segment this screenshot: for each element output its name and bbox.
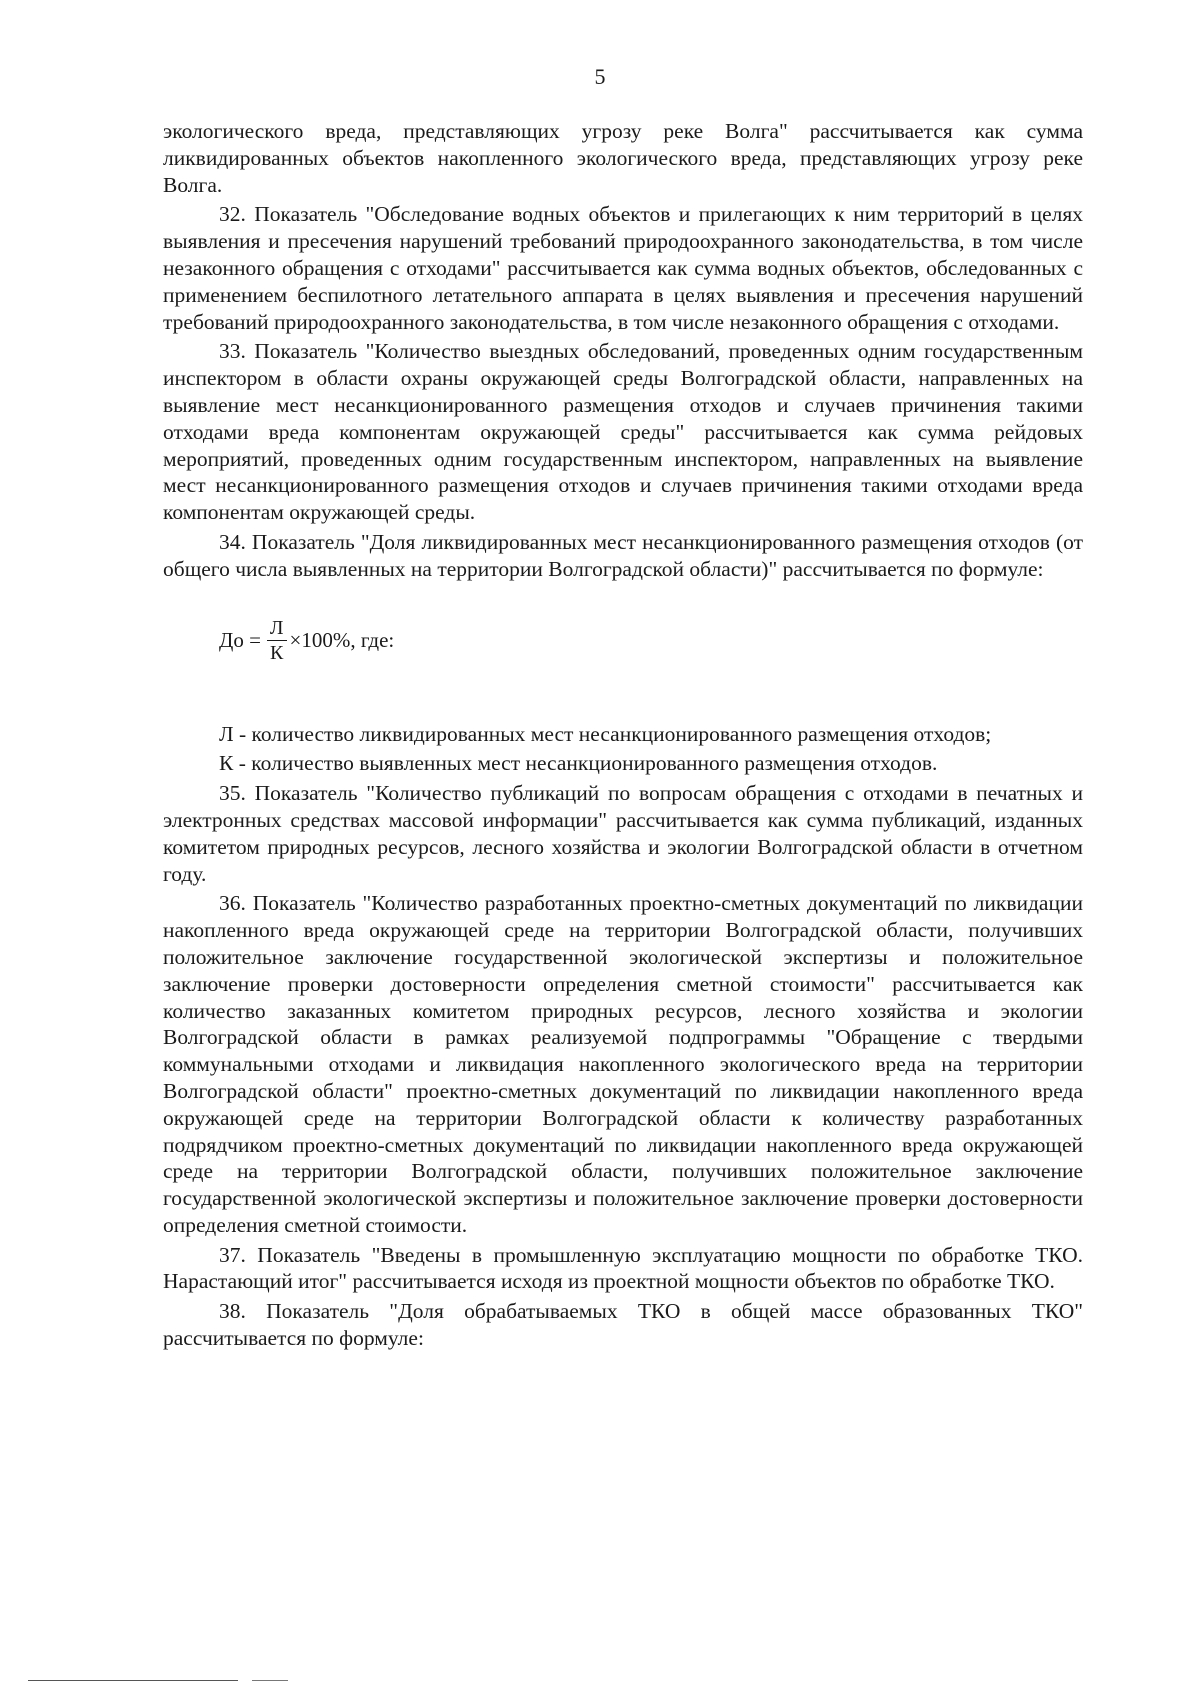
formula-numerator: Л <box>267 617 287 641</box>
paragraph-item-36: 36. Показатель "Количество разработанных проектно-сметных документаций по ликвидации накопленного вреда окружающей среде на территории Волгоградской области, получивших положительное заключение государственной экологической экспертизы и положительное заключение проверки достоверности определения сметной стоимости" рассчитывается как количество заказанных комитетом природных ресурсов, лесного хозяйства и экологии Волгоградской области в рамках реализуемой подпрограммы "Обращение с твердыми коммунальными отходами и ликвидация накопленного экологического вреда на территории Волгоградской области" проектно-сметных документаций по ликвидации накопленного вреда окружающей среде на территории Волгоградской области к количеству разработанных подрядчиком проектно-сметных документаций по ликвидации накопленного вреда окружающей среде на территории Волгоградской области, получивших положительное заключение государственной экологической экспертизы и положительное заключение проверки достоверности определения сметной стоимости. <box>163 891 1083 1237</box>
paragraph-item-32: 32. Показатель "Обследование водных объектов и прилегающих к ним территорий в целях выявления и пресечения нарушений требований природоохранного законодательства, в том числе незаконного обращения с отходами" рассчитывается как сумма водных объектов, обследованных с применением беспилотного летательного аппарата в целях выявления и пресечения нарушений требований природоохранного законодательства, в том числе незаконного обращения с отходами. <box>163 202 1083 334</box>
definition-l: Л - количество ликвидированных мест несанкционированного размещения отходов; <box>219 721 992 746</box>
footer-rule-short <box>252 1680 288 1681</box>
paragraph-item-34: 34. Показатель "Доля ликвидированных мест несанкционированного размещения отходов (от общего числа выявленных на территории Волгоградской области)" рассчитывается по формуле: <box>163 529 1083 581</box>
formula-lhs: До = <box>219 627 261 652</box>
formula-denominator: К <box>270 641 284 664</box>
paragraph-continuation: экологического вреда, представляющих угрозу реке Волга" рассчитывается как сумма ликвидированных объектов накопленного экологического вреда, представляющих угрозу реке Волга. <box>163 119 1083 197</box>
footer-rule <box>28 1680 238 1681</box>
definition-k: К - количество выявленных мест несанкционированного размещения отходов. <box>219 751 938 776</box>
paragraph-item-35: 35. Показатель "Количество публикаций по вопросам обращения с отходами в печатных и электронных средствах массовой информации" рассчитывается как сумма публикаций, изданных комитетом природных ресурсов, лесного хозяйства и экологии Волгоградской области в отчетном году. <box>163 781 1083 886</box>
formula-fraction <box>267 617 287 664</box>
formula <box>219 617 394 664</box>
paragraph-item-38: 38. Показатель "Доля обрабатываемых ТКО в общей массе образованных ТКО" рассчитывается по формуле: <box>163 1299 1083 1351</box>
paragraph-item-33: 33. Показатель "Количество выездных обследований, проведенных одним государственным инспектором в области охраны окружающей среды Волгоградской области, направленных на выявление мест несанкционированного размещения отходов и случаев причинения такими отходами вреда компонентам окружающей среды" рассчитывается как сумма рейдовых мероприятий, проведенных одним государственным инспектором, направленных на выявление мест несанкционированного размещения отходов и случаев причинения такими отходами вреда компонентам окружающей среды. <box>163 339 1083 525</box>
formula-rhs: ×100%, где: <box>289 627 395 652</box>
document-body <box>163 118 1083 1355</box>
page-number: 5 <box>594 64 606 89</box>
paragraph-item-37: 37. Показатель "Введены в промышленную эксплуатацию мощности по обработке ТКО. Нарастающий итог" рассчитывается исходя из проектной мощности объектов по обработке ТКО. <box>163 1242 1083 1294</box>
formula-block <box>163 587 1083 721</box>
